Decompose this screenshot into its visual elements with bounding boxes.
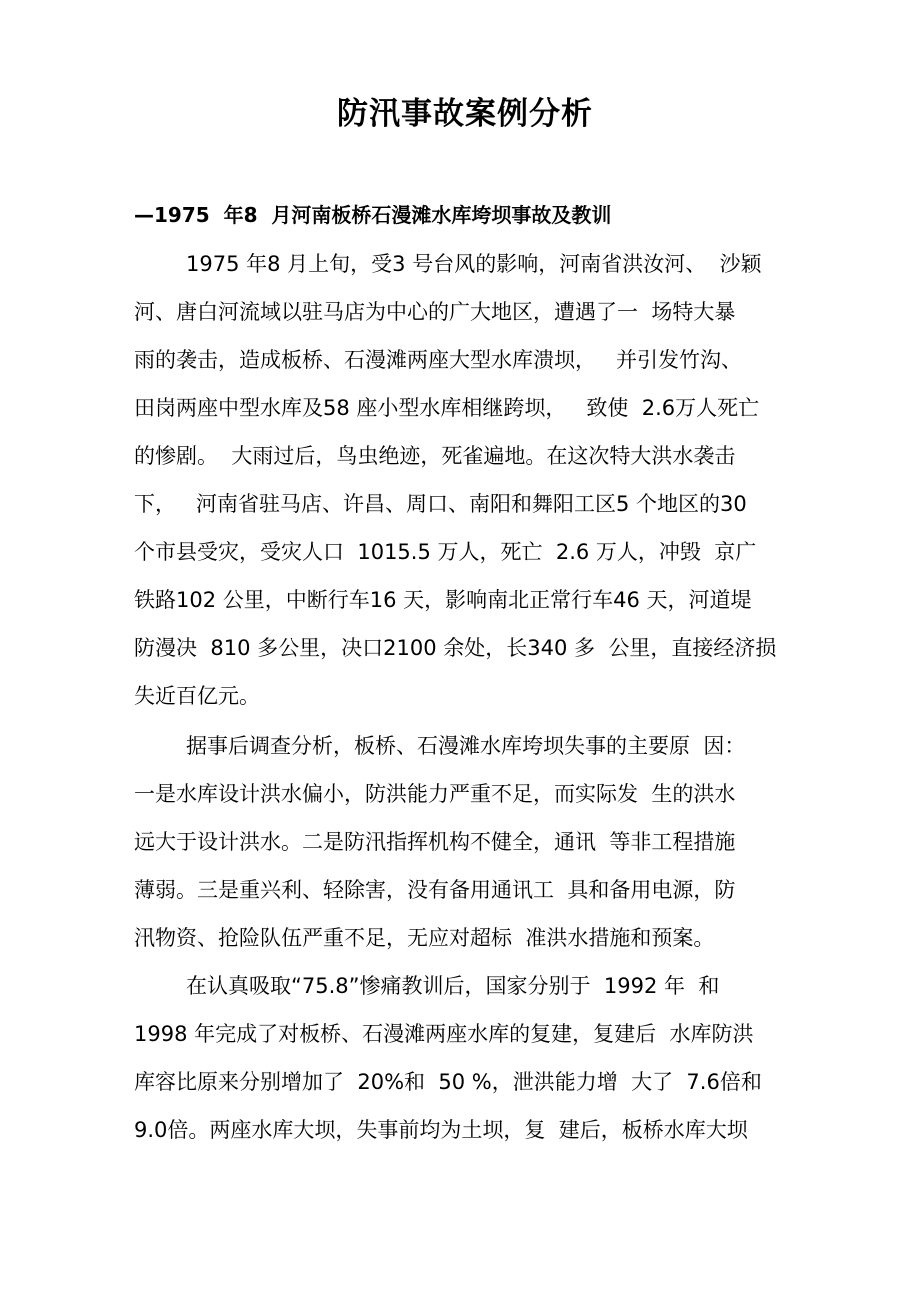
paragraph-1-line-8: 铁路102 公里，中断行车16 天，影响南北正常行车46 天，河道堤	[134, 588, 752, 612]
paragraph-1-line-5: 的惨剧。 大雨过后，鸟虫绝迹，死雀遍地。在这次特大洪水袭击	[134, 444, 736, 468]
paragraph-1-line-10: 失近百亿元。	[134, 684, 260, 708]
paragraph-3-line-4: 9.0倍。两座水库大坝，失事前均为土坝，复 建后，板桥水库大坝	[134, 1118, 748, 1142]
paragraph-1-line-4: 田岗两座中型水库及58 座小型水库相继跨坝， 致使 2.6万人死亡	[134, 396, 760, 420]
paragraph-2-line-3: 远大于设计洪水。二是防汛指挥机构不健全，通讯 等非工程措施	[134, 830, 736, 854]
paragraph-1-line-3: 雨的袭击，造成板桥、石漫滩两座大型水库溃坝， 并引发竹沟、	[134, 348, 743, 372]
paragraph-2-line-1: 据事后调查分析，板桥、石漫滩水库垮坝失事的主要原 因：	[186, 734, 746, 758]
paragraph-1-line-7: 个市县受灾，受灾人口 1015.5 万人，死亡 2.6 万人，冲毁 京广	[134, 540, 757, 564]
page-title: 防汛事故案例分析	[337, 96, 593, 132]
paragraph-2-line-5: 汛物资、抢险队伍严重不足，无应对超标 准洪水措施和预案。	[134, 926, 715, 950]
paragraph-1-line-9: 防漫决 810 多公里，决口2100 余处，长340 多 公里，直接经济损	[134, 636, 777, 660]
paragraph-1-line-2: 河、唐白河流域以驻马店为中心的广大地区，遭遇了一 场特大暴	[134, 300, 736, 324]
paragraph-1-line-6: 下， 河南省驻马店、许昌、周口、南阳和舞阳工区5 个地区的30	[134, 492, 747, 516]
paragraph-3-line-1: 在认真吸取“75.8”惨痛教训后，国家分别于 1992 年 和	[186, 974, 720, 998]
paragraph-2-line-4: 薄弱。三是重兴利、轻除害，没有备用通讯工 具和备用电源，防	[134, 878, 736, 902]
paragraph-1-line-1: 1975 年8 月上旬，受3 号台风的影响，河南省洪汝河、 沙颖	[186, 252, 762, 276]
paragraph-3-line-2: 1998 年完成了对板桥、石漫滩两座水库的复建，复建后 水库防洪	[134, 1022, 754, 1046]
paragraph-2-line-2: 一是水库设计洪水偏小，防洪能力严重不足，而实际发 生的洪水	[134, 782, 736, 806]
section-heading: —1975 年8 月河南板桥石漫滩水库垮坝事故及教训	[134, 203, 612, 227]
paragraph-3-line-3: 库容比原来分别增加了 20%和 50 %，泄洪能力增 大了 7.6倍和	[134, 1070, 762, 1094]
